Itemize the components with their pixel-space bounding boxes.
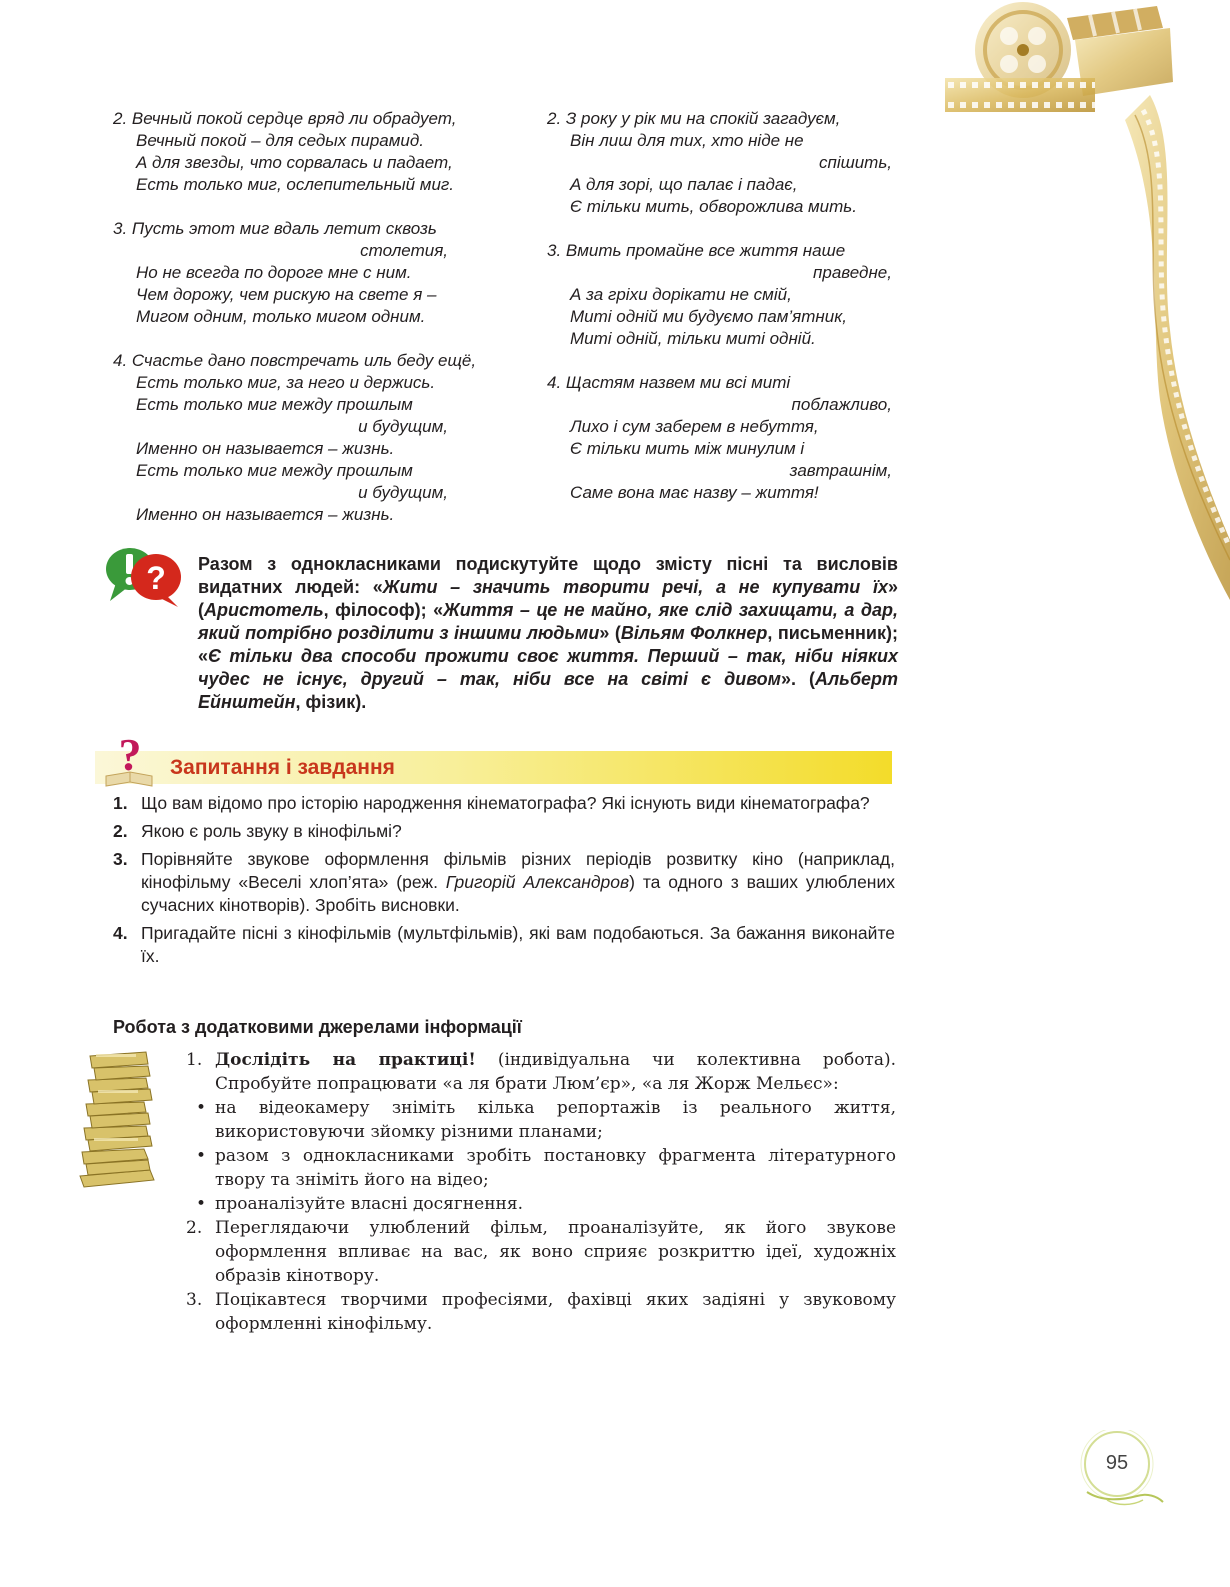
stanza-gap [547, 350, 892, 372]
item-text-part: (індивідуальна чи колективна робота). Спробуйте попрацювати «а ля брати Люм’єр», «а ля Жорж Мельєс»: [215, 1050, 897, 1094]
discussion-text: , фізик). [295, 692, 367, 712]
song-line: Именно он называется – жизнь. [136, 439, 395, 458]
item-text: Якою є роль звуку в кінофільмі? [141, 821, 402, 841]
list-item [186, 1288, 896, 1336]
song-line: А за гріхи дорікати не смій, [570, 285, 792, 304]
item-text [141, 849, 895, 915]
song-line: столетия, [360, 241, 448, 260]
sources-list [186, 1048, 896, 1336]
page-number-badge [1077, 1430, 1167, 1510]
item-emphasis: Дослідіть на практиці! [215, 1050, 476, 1070]
item-number: 1. [113, 793, 128, 813]
discussion-text: » ( [599, 623, 621, 643]
exclamation-question-bubbles-icon [104, 545, 188, 607]
bullet-text: разом з однокласниками зробіть постановку фрагмента літературного твору та зніміть його на відео; [215, 1146, 896, 1190]
author-faulkner: Вільям Фолкнер [620, 623, 768, 643]
song-line: Но не всегда по дороге мне с ним. [136, 263, 412, 282]
page-number: 95 [1105, 1452, 1129, 1474]
song-line: Лихо і сум заберем в небуття, [570, 417, 819, 436]
song-line: А для звезды, что сорвалась и падает, [136, 153, 453, 172]
bullet-icon: • [196, 1194, 207, 1214]
svg-text:?: ? [118, 732, 142, 780]
item-text [215, 1050, 896, 1094]
item-text: Переглядаючи улюблений фільм, проаналізуйте, як його звукове оформлення впливає на вас, як воно сприяє розкриттю ідеї, художніх образів кінотвору. [215, 1218, 896, 1286]
item-number: 2. [186, 1218, 203, 1238]
song-line: Він лиш для тих, хто ніде не [570, 131, 804, 150]
item-number: 1. [186, 1050, 203, 1070]
list-item [186, 1216, 896, 1288]
song-line: А для зорі, що палає і падає, [570, 175, 798, 194]
song-line: Именно он называется – жизнь. [136, 505, 395, 524]
song-line: Є тільки мить, обворожлива мить. [570, 197, 857, 216]
quote-aristotle: Жити – значить творити речі, а не купувати їх [382, 577, 888, 597]
author-einstein: Альберт Ейнштейн [198, 669, 898, 712]
song-line: завтрашнім, [789, 461, 892, 480]
song-line: Мигом одним, только мигом одним. [136, 307, 426, 326]
item-number: 2. [113, 821, 128, 841]
discussion-text: Разом з однокласниками подискутуйте щодо змісту пісні та висловів видатних людей: « [198, 554, 898, 597]
bullet-item [186, 1144, 896, 1192]
book-stack-icon [76, 1046, 158, 1188]
discussion-text: , філософ); « [323, 600, 444, 620]
bullet-item [186, 1192, 896, 1216]
list-item [113, 848, 895, 917]
song-line: Есть только миг, за него и держись. [136, 373, 436, 392]
song-line: 4. Счастье дано повстречать иль беду ещё, [113, 351, 477, 370]
song-line: 2. Вечный покой сердце вряд ли обрадует, [113, 109, 457, 128]
bullet-text: проаналізуйте власні досягнення. [215, 1194, 523, 1214]
stanza-gap [547, 218, 892, 240]
questions-section-title: Запитання і завдання [170, 756, 395, 779]
song-line: Есть только миг между прошлым [136, 395, 413, 414]
item-number: 3. [113, 849, 128, 869]
svg-text:?: ? [146, 560, 166, 596]
film-reel-clapper-icon [945, 0, 1230, 600]
song-line: 3. Вмить промайне все життя наше [547, 241, 846, 260]
song-line: Саме вона має назву – життя! [570, 483, 819, 502]
bullet-item [186, 1096, 896, 1144]
song-line: Є тільки мить між минулим і [570, 439, 805, 458]
song-line: Миті одній ми будуємо пам’ятник, [570, 307, 847, 326]
item-text-part: Порівняйте звукове оформлення фільмів різних періодів розвитку кіно (наприклад, кінофільму «Веселі хлоп’ята» (реж. [141, 849, 895, 892]
stanza-gap [113, 196, 518, 218]
item-text: Поцікавтеся творчими професіями, фахівці яких задіяні у звуковому оформленні кінофільму. [215, 1290, 896, 1334]
item-number: 3. [186, 1290, 203, 1310]
list-item [113, 792, 895, 815]
song-line: 2. З року у рік ми на спокій загадуєм, [547, 109, 841, 128]
questions-list [113, 792, 895, 973]
song-line: 4. Щастям назвем ми всі миті [547, 373, 791, 392]
list-item [113, 820, 895, 843]
song-line: Есть только миг, ослепительный миг. [136, 175, 455, 194]
song-line: праведне, [813, 263, 892, 282]
quote-einstein: Є тільки два способи прожити своє життя. Перший – так, ніби ніяких чудес не існує, другий – так, ніби все на світі є дивом [198, 646, 898, 689]
sources-section-title: Робота з додатковими джерелами інформації [113, 1017, 522, 1037]
item-number: 4. [113, 923, 128, 943]
author-aristotle: Аристотель [204, 600, 324, 620]
discussion-text: ». ( [780, 669, 815, 689]
stanza-gap [113, 328, 518, 350]
song-line: поблажливо, [791, 395, 892, 414]
item-text: Пригадайте пісні з кінофільмів (мультфільмів), які вам подобаються. За бажання виконайте їх. [141, 923, 895, 966]
bullet-text: на відеокамеру зніміть кілька репортажів із реального життя, використовуючи зйомку різними планами; [215, 1098, 896, 1142]
list-item [186, 1048, 896, 1096]
discussion-text: , письменник); « [198, 623, 898, 666]
song-line: Есть только миг между прошлым [136, 461, 413, 480]
bullet-icon: • [196, 1098, 207, 1118]
song-ukrainian-column [547, 108, 892, 504]
quote-faulkner: Життя – це не майно, яке слід захищати, а дар, який потрібно розділити з іншими людьми [198, 600, 898, 643]
song-line: 3. Пусть этот миг вдаль летит сквозь [113, 219, 437, 238]
list-item [113, 922, 895, 968]
discussion-text: » ( [198, 577, 898, 620]
question-mark-book-icon [100, 732, 158, 788]
song-line: и будущим, [358, 483, 448, 502]
song-line: Чем дорожу, чем рискую на свете я – [136, 285, 437, 304]
song-line: спішить, [818, 153, 892, 172]
song-line: Вечный покой – для седых пирамид. [136, 131, 424, 150]
bullet-icon: • [196, 1146, 207, 1166]
song-line: и будущим, [358, 417, 448, 436]
song-line: Миті одній, тільки миті одній. [570, 329, 816, 348]
item-text: Що вам відомо про історію народження кінематографа? Які існують види кінематографа? [141, 793, 870, 813]
item-text-part: ) та одного з ваших улюблених сучасних кінотворів). Зробіть висновки. [141, 872, 895, 915]
director-name: Григорій Александров [445, 872, 630, 892]
song-russian-column [113, 108, 518, 526]
discussion-prompt [198, 553, 898, 714]
